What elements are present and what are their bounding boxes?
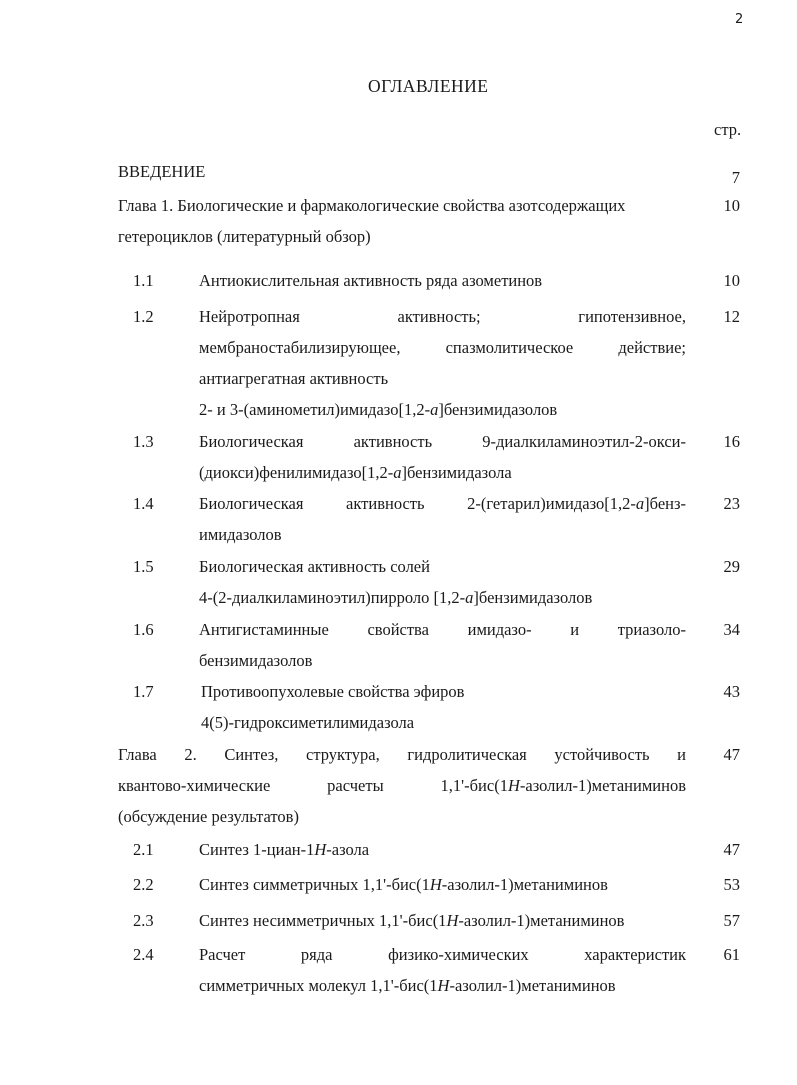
entry-text: ВВЕДЕНИЕ <box>118 162 206 181</box>
entry-page: 10 <box>723 271 740 290</box>
entry-text-line: Нейротропная активность; гипотензивное, <box>199 307 686 326</box>
entry-page: 23 <box>723 494 740 513</box>
section-number: 2.3 <box>133 911 154 930</box>
entry-text-line: бензимидазолов <box>199 651 313 670</box>
entry-page: 47 <box>723 840 740 859</box>
entry-text-line: Антигистаминные свойства имидазо- и триазоло- <box>199 620 686 639</box>
entry-text-line: Противоопухолевые свойства эфиров <box>201 682 465 701</box>
section-number: 1.3 <box>133 432 154 451</box>
section-number: 1.2 <box>133 307 154 326</box>
entry-text-line: Глава 1. Биологические и фармакологические свойства азотсодержащих <box>118 196 626 215</box>
section-number: 2.1 <box>133 840 154 859</box>
entry-text-line: 2- и 3-(аминометил)имидазо[1,2-a]бензимидазолов <box>199 400 558 419</box>
entry-page: 16 <box>723 432 740 451</box>
section-number: 1.4 <box>133 494 154 513</box>
toc-title: ОГЛАВЛЕНИЕ <box>368 76 489 96</box>
entry-text-line: Биологическая активность 9-диалкиламиноэтил-2-окси- <box>199 432 686 451</box>
entry-page: 47 <box>723 745 740 764</box>
entry-text-line: антиагрегатная активность <box>199 369 389 388</box>
entry-text-line: (обсуждение результатов) <box>118 807 299 826</box>
entry-text-line: Глава 2. Синтез, структура, гидролитическая устойчивость и <box>118 745 686 764</box>
entry-page: 53 <box>723 875 740 894</box>
entry-text-line: Биологическая активность 2-(гетарил)имидазо[1,2-a]бенз- <box>199 494 686 513</box>
section-number: 1.6 <box>133 620 154 639</box>
entry-page: 57 <box>723 911 740 930</box>
entry-page: 12 <box>723 307 740 326</box>
section-number: 1.5 <box>133 557 154 576</box>
entry-text-line: 4-(2-диалкиламиноэтил)пирроло [1,2-a]бензимидазолов <box>199 588 593 607</box>
section-number: 1.1 <box>133 271 154 290</box>
entry-text-line: Антиокислительная активность ряда азометинов <box>199 271 543 290</box>
entry-text-line: (диокси)фенилимидазо[1,2-a]бензимидазола <box>199 463 512 482</box>
entry-text-line: Синтез несимметричных 1,1'-бис(1H-азолил-1)метаниминов <box>199 911 625 930</box>
page-column-label: стр. <box>714 120 742 139</box>
entry-page: 10 <box>723 196 740 215</box>
entry-text-line: квантово-химические расчеты 1,1'-бис(1H-азолил-1)метаниминов <box>118 776 686 795</box>
entry-text-line: симметричных молекул 1,1'-бис(1H-азолил-1)метаниминов <box>199 976 616 995</box>
section-number: 1.7 <box>133 682 154 701</box>
entry-text-line: 4(5)-гидроксиметилимидазола <box>201 713 415 732</box>
section-number: 2.4 <box>133 945 154 964</box>
entry-text-line: Расчет ряда физико-химических характеристик <box>199 945 686 964</box>
entry-text-line: Биологическая активность солей <box>199 557 430 576</box>
entry-text-line: мембраностабилизирующее, спазмолитическое действие; <box>199 338 686 357</box>
entry-text-line: Синтез симметричных 1,1'-бис(1H-азолил-1)метаниминов <box>199 875 608 894</box>
entry-page: 43 <box>723 682 740 701</box>
section-number: 2.2 <box>133 875 154 894</box>
entry-page: 61 <box>723 945 740 964</box>
entry-text-line: Синтез 1-циан-1H-азола <box>199 840 370 859</box>
entry-page: 29 <box>723 557 740 576</box>
entry-text-line: имидазолов <box>199 525 282 544</box>
entry-page: 34 <box>723 620 740 639</box>
page-number: 2 <box>735 12 744 27</box>
entry-text-line: гетероциклов (литературный обзор) <box>118 227 371 246</box>
entry-page: 7 <box>731 168 740 187</box>
